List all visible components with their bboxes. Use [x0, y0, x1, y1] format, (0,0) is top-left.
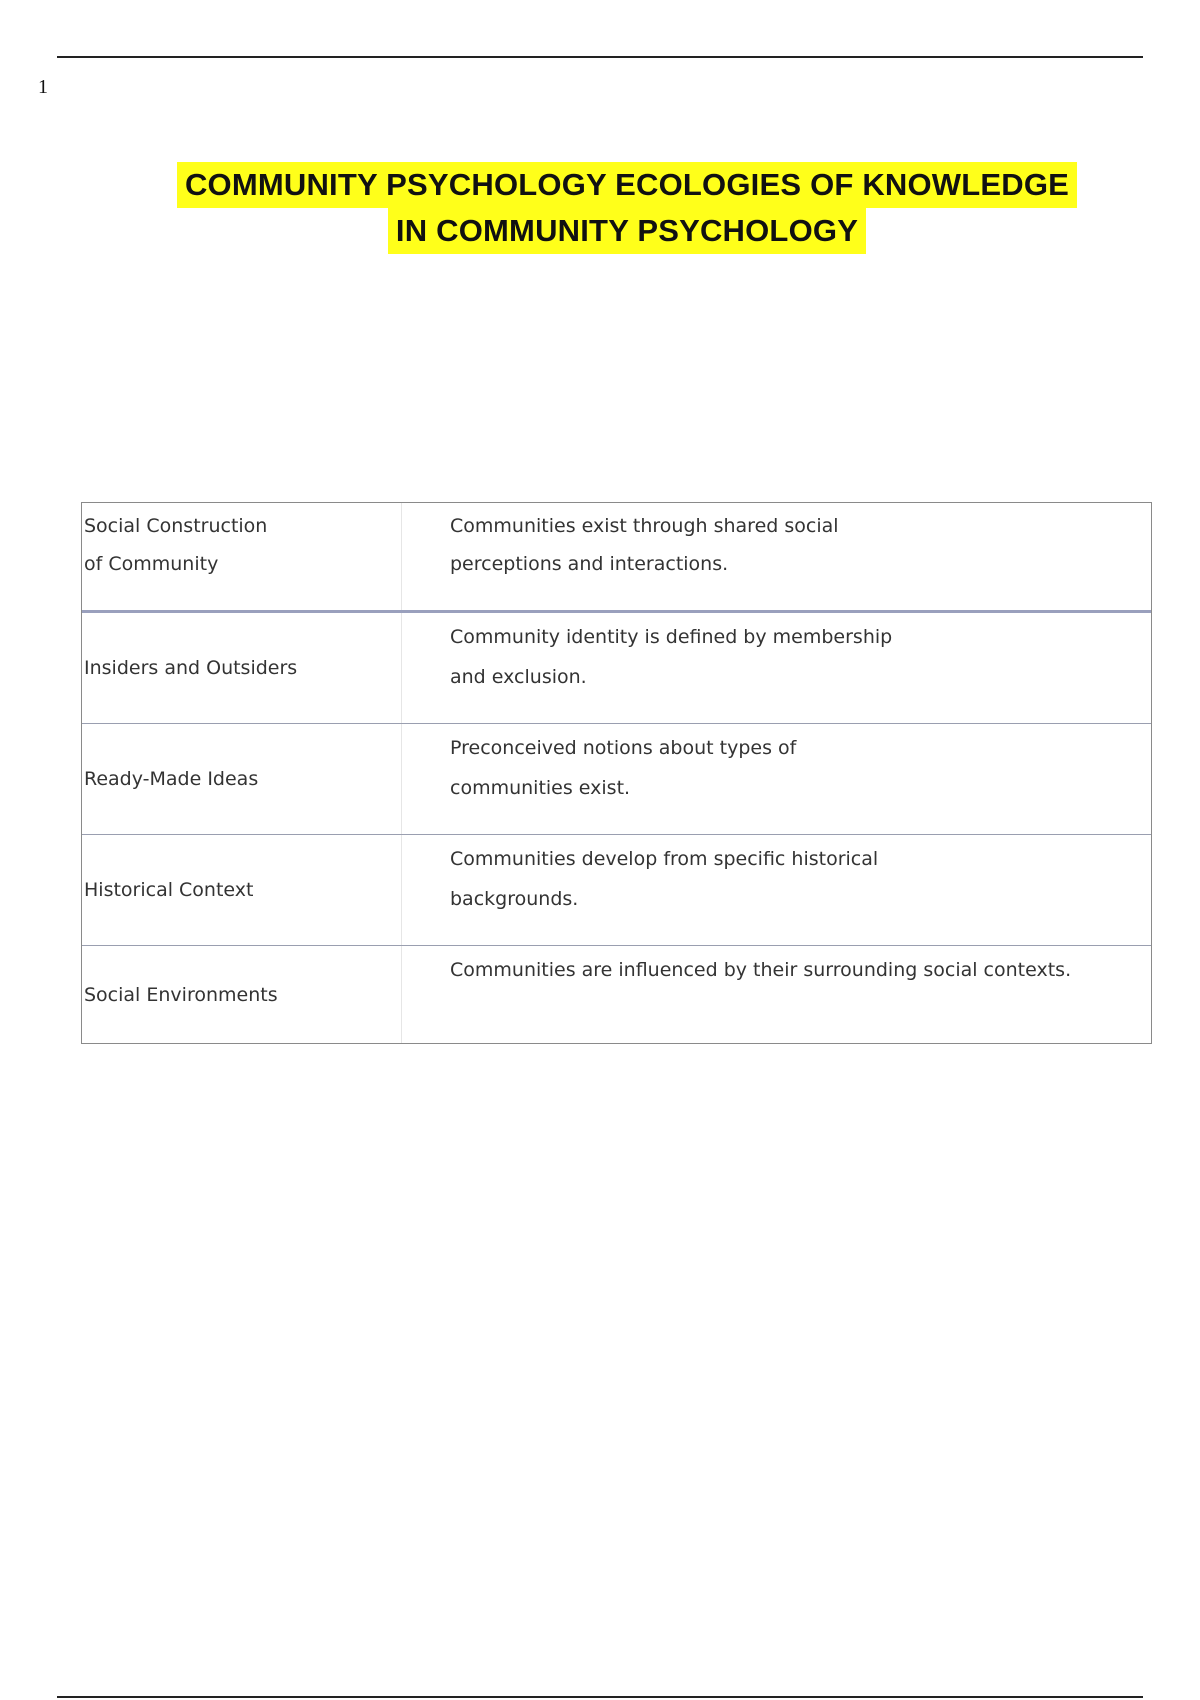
definition-cell: [402, 946, 1151, 1043]
term-cell: [82, 503, 402, 610]
table-row: [82, 503, 1151, 613]
definition-text: Preconceived notions about types of communities exist.: [450, 737, 797, 799]
term-cell: [82, 835, 402, 945]
table-row: [82, 724, 1151, 835]
definition-cell: [402, 724, 1151, 834]
title-line-1: COMMUNITY PSYCHOLOGY ECOLOGIES OF KNOWLEDGE: [177, 162, 1077, 208]
term-text: Ready-Made Ideas: [84, 768, 259, 790]
definition-text: Communities develop from specific historical backgrounds.: [450, 848, 879, 910]
definition-cell: [402, 503, 1151, 610]
header-rule: [57, 56, 1143, 58]
page-number: 1: [38, 76, 48, 98]
document-title: [0, 162, 1200, 254]
definition-text: Communities exist through shared social perceptions and interactions.: [450, 515, 839, 575]
definition-cell: [402, 835, 1151, 945]
term-cell: [82, 724, 402, 834]
term-cell: [82, 946, 402, 1043]
term-cell: [82, 613, 402, 723]
definition-text: Community identity is defined by membership and exclusion.: [450, 626, 893, 688]
term-text: Social Construction of Community: [84, 515, 268, 575]
footer-rule: [57, 1696, 1143, 1698]
term-text: Insiders and Outsiders: [84, 657, 298, 679]
definition-text: Communities are influenced by their surrounding social contexts.: [450, 959, 1072, 981]
table-row: [82, 946, 1151, 1043]
definition-cell: [402, 613, 1151, 723]
table-row: [82, 835, 1151, 946]
table-row: [82, 613, 1151, 724]
term-text: Historical Context: [84, 879, 254, 901]
term-text: Social Environments: [84, 983, 278, 1006]
concepts-table: [81, 502, 1152, 1044]
title-line-2: IN COMMUNITY PSYCHOLOGY: [388, 208, 866, 254]
